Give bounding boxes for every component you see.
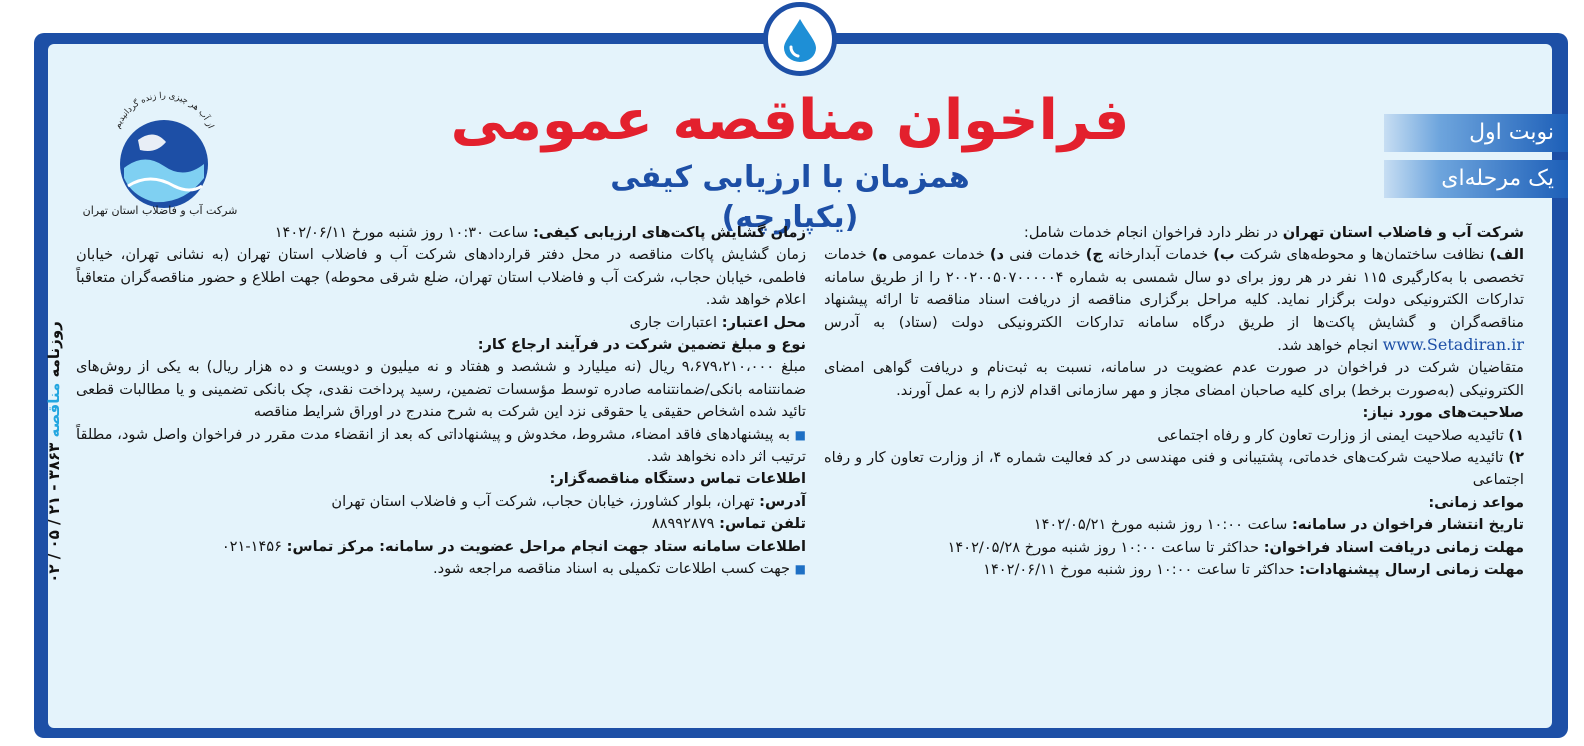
qualifications-heading: صلاحیت‌های مورد نیاز: [1362,404,1524,422]
phone-value: ۸۸۹۹۲۸۷۹ [651,515,720,533]
contact-address [76,491,806,513]
water-drop-badge [763,2,837,76]
qualification-2-text: تائیدیه صلاحیت شرکت‌های خدماتی، پشتیبانی و فنی مهندسی در کد فعالیت شماره ۴، از وزارت تعاون کار و رفاه اجتماعی [824,449,1524,489]
credit-source-label: محل اعتبار: [721,313,806,331]
contact-phone [76,513,806,535]
side-label [40,232,68,672]
stage-tag: یک مرحله‌ای [1384,160,1568,198]
intro-paragraph [824,222,1524,244]
dates-heading: مواعد زمانی: [1428,493,1524,511]
opening-time-label: زمان گشایش پاکت‌های ارزیابی کیفی: [532,224,806,241]
qualification-1-text: تائیدیه صلاحیت ایمنی از وزارت تعاون کار و رفاه اجتماعی [1157,426,1509,444]
setad-contact [76,536,806,558]
address-label: آدرس: [759,492,806,510]
phone-label: تلفن تماس: [719,515,806,533]
credit-source [76,312,806,334]
qualification-2-number: ۲) [1508,449,1524,467]
date-documents-label: مهلت زمانی دریافت اسناد فراخوان: [1263,538,1524,556]
service-d: خدمات عمومی [887,246,990,264]
square-bullet-icon: ■ [794,562,806,577]
company-logo [94,68,234,218]
address-value: تهران، بلوار کشاورز، خیابان حجاب، شرکت آب و فاضلاب استان تهران [331,492,760,510]
date-publish-value: ساعت ۱۰:۰۰ روز شنبه مورخ ۱۴۰۲/۰۵/۲۱ [1033,516,1292,534]
contact-heading: اطلاعات تماس دستگاه مناقصه‌گزار: [549,470,806,488]
left-column [76,222,806,581]
applicants-paragraph: متقاضیان شرکت در فراخوان در صورت عدم عضویت در سامانه، نسبت به ثبت‌نام و دریافت گواهی امضای الکترونیکی (به‌صورت برخط) برای کلیه صاحبان امضای مجاز و مهر سازمانی اقدام لازم را به عمل آورند. [824,359,1524,399]
logo-caption: شرکت آب و فاضلاب استان تهران [82,204,238,217]
qualification-2 [824,447,1524,492]
service-d-label: د) [989,246,1005,264]
guarantee-heading: نوع و مبلغ تضمین شرکت در فرآیند ارجاع کار: [477,336,806,354]
date-proposals [824,559,1524,581]
service-a-label: الف) [1489,246,1524,264]
services-paragraph [824,244,1524,357]
note-more-info [76,558,806,580]
date-documents [824,537,1524,559]
setad-contact-label: اطلاعات سامانه ستاد جهت انجام مراحل عضویت در سامانه: مرکز تماس: [286,537,806,555]
service-b: خدمات آبدارخانه [1102,246,1214,264]
date-proposals-label: مهلت زمانی ارسال پیشنهادات: [1299,561,1524,579]
page-subtitle: همزمان با ارزیابی کیفی (یکپارچه) [610,160,970,235]
note-invalid-bids-text: به پیشنهادهای فاقد امضاء، مشروط، مخدوش و پیشنهاداتی که بعد از انقضاء مدت مقرر در فراخوان واصل شود، مطلقاً ترتیب اثر داده نخواهد شد. [76,425,806,466]
guarantee-paragraph: مبلغ ۹،۶۷۹،۲۱۰،۰۰۰ ریال (نه میلیارد و ششصد و هفتاد و نه میلیون و دویست و ده هزار ریال) به یکی از روش‌های ضمانتنامه بانکی/ضمانتنامه صادره توسط مؤسسات تضمین، رسید پرداخت نقدی، چک بانکی تضمینی و یا مطالبات قطعی تائید شده اشخاص حقیقی یا حقوقی نزد این شرکت به شرح مندرج در اوراق شرایط مناقصه [76,358,806,421]
service-c: خدمات فنی [1004,246,1086,264]
services-end: انجام خواهد شد. [1277,337,1383,355]
note-invalid-bids [76,424,806,469]
intro-company: شرکت آب و فاضلاب استان تهران [1282,224,1524,241]
service-c-label: ج) [1085,246,1103,264]
square-bullet-icon: ■ [794,427,807,442]
date-publish-label: تاریخ انتشار فراخوان در سامانه: [1291,516,1524,534]
credit-source-value: اعتبارات جاری [629,313,722,331]
side-label-brand: مناقصه [45,382,63,438]
service-e: خدمات تخصصی با به‌کارگیری ۱۱۵ نفر در هر روز برای دو سال شمسی به شماره ۲۰۰۲۰۰۵۰۷۰۰۰۰۰۴ را از طریق سامانه تدارکات الکترونیکی دولت برگزار نماید. کلیه مراحل برگزاری مناقصه از دریافت اسناد مناقصه تا ارائه پیشنهاد مناقصه‌گران و گشایش پاکت‌ها از طریق درگاه سامانه تدارکات الکترونیکی دولت (ستاد) به آدرس [824,246,1524,331]
opening-paragraph: زمان گشایش پاکات مناقصه در محل دفتر قراردادهای شرکت آب و فاضلاب استان تهران (به نشانی تهران، خیابان فاطمی، خیابان حجاب، شرکت آب و فاضلاب استان تهران، ضلع شرقی محوطه) جهت اطلاع و حضور مناقصه‌گران متعاقباً اعلام خواهد شد. [76,246,806,309]
date-documents-value: حداکثر تا ساعت ۱۰:۰۰ روز شنبه مورخ ۱۴۰۲/۰۵/۲۸ [947,538,1264,556]
service-a: نظافت ساختمان‌ها و محوطه‌های شرکت [1234,246,1490,264]
date-publish [824,514,1524,536]
intro-text: در نظر دارد فراخوان انجام خدمات شامل: [1023,224,1283,241]
side-label-issue: ۳۸۶۳ - ۲۱ / ۰۵ / ۰۲ [45,442,63,583]
service-b-label: ب) [1213,246,1235,264]
right-column [824,222,1524,582]
qualification-1-number: ۱) [1508,426,1524,444]
note-more-info-text: جهت کسب اطلاعات تکمیلی به اسناد مناقصه مراجعه شود. [432,560,795,578]
opening-time-value: ساعت ۱۰:۳۰ روز شنبه مورخ ۱۴۰۲/۰۶/۱۱ [274,224,533,241]
side-label-prefix: روزنامه [45,321,63,378]
page-title: فراخوان مناقصه عمومی [450,88,1130,153]
service-e-label: ه) [871,246,888,264]
setad-contact-value: ۱۴۵۶-۰۲۱ [221,537,287,555]
logo-arc-text: از آب هر چیزی را زنده گردانیدیم [112,90,216,131]
water-drop-icon [782,17,818,63]
qualification-1 [824,425,1524,447]
date-proposals-value: حداکثر تا ساعت ۱۰:۰۰ روز شنبه مورخ ۱۴۰۲/۰۶/۱۱ [983,561,1300,579]
setadiran-link[interactable]: www.Setadiran.ir [1382,335,1524,355]
round-tag: نوبت اول [1384,114,1568,152]
opening-time [76,222,806,244]
